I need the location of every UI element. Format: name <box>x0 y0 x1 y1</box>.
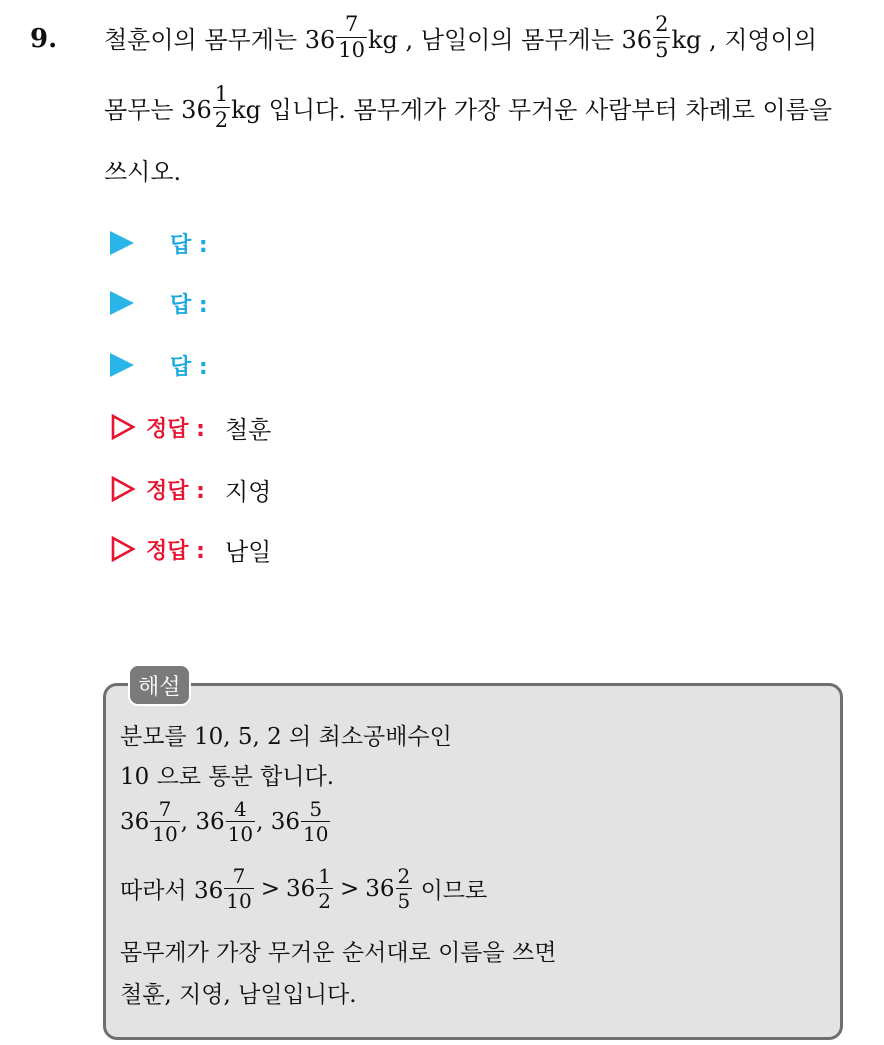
question-text: kg , 지영이의 <box>671 26 817 54</box>
answer-blank-row[interactable] <box>110 226 208 260</box>
correct-answer-value: 철훈 <box>224 415 272 444</box>
explanation-text: 36 <box>285 875 316 902</box>
question-line-1 <box>104 14 817 61</box>
explanation-tab: 해설 <box>128 664 191 706</box>
fraction-numerator: 5 <box>309 797 323 821</box>
question-number: 9. <box>30 24 58 54</box>
fraction <box>336 14 367 61</box>
explanation-text: 따라서 36 <box>120 878 224 904</box>
fraction-numerator: 2 <box>397 864 411 888</box>
correct-answer-value: 지영 <box>224 477 272 506</box>
explanation-line-4 <box>120 866 487 911</box>
explanation-line-3 <box>120 799 331 844</box>
question-line-2 <box>104 84 832 131</box>
fraction-denominator: 10 <box>227 822 254 846</box>
fraction-numerator: 1 <box>318 864 331 888</box>
explanation-line-5: 몸무게가 가장 무거운 순서대로 이름을 쓰면 <box>120 940 557 966</box>
answer-label: 답 : <box>170 292 208 318</box>
answer-blank-row[interactable] <box>110 286 208 320</box>
outline-triangle-icon <box>110 414 136 440</box>
greater-than-sign: > <box>339 875 360 902</box>
fraction-numerator: 7 <box>232 864 246 888</box>
question-text: 몸무는 36 <box>104 96 212 124</box>
fraction-numerator: 7 <box>344 12 359 36</box>
correct-answer-row <box>110 472 271 506</box>
fraction-numerator: 7 <box>158 797 172 821</box>
correct-answer-label: 정답 : <box>146 478 205 504</box>
correct-answer-label: 정답 : <box>146 416 205 442</box>
answer-label: 답 : <box>170 232 208 258</box>
play-triangle-icon <box>110 291 134 315</box>
fraction <box>224 866 253 911</box>
play-triangle-icon <box>110 231 134 255</box>
fraction-denominator: 5 <box>655 38 669 62</box>
question-text: kg 입니다. 몸무게가 가장 무거운 사람부터 차례로 이름을 <box>231 96 833 124</box>
question-line-3 <box>104 152 181 187</box>
greater-than-sign: > <box>260 875 280 902</box>
fraction <box>653 14 670 61</box>
fraction-denominator: 10 <box>338 38 366 62</box>
fraction-denominator: 10 <box>302 822 329 846</box>
fraction-denominator: 5 <box>397 889 411 913</box>
fraction <box>396 866 413 911</box>
fraction-numerator: 1 <box>214 82 229 106</box>
explanation-text: 36 <box>365 875 395 902</box>
fraction-denominator: 2 <box>214 108 229 132</box>
fraction <box>301 799 330 844</box>
question-text: 쓰시오. <box>104 158 182 186</box>
fraction <box>226 799 255 844</box>
play-triangle-icon <box>110 353 134 377</box>
correct-answer-value: 남일 <box>224 537 272 566</box>
fraction-denominator: 10 <box>152 822 178 846</box>
fraction <box>213 84 230 131</box>
fraction <box>150 799 179 844</box>
explanation-text: 이므로 <box>413 878 488 904</box>
correct-answer-label: 정답 : <box>146 538 205 564</box>
answer-label: 답 : <box>170 354 208 380</box>
fraction <box>316 866 333 911</box>
answer-blank-row[interactable] <box>110 348 208 382</box>
question-text: 철훈이의 몸무게는 36 <box>104 26 336 54</box>
correct-answer-row <box>110 532 271 566</box>
explanation-line-6: 철훈, 지영, 남일입니다. <box>120 982 357 1008</box>
fraction-numerator: 4 <box>233 797 247 821</box>
fraction-denominator: 10 <box>226 889 252 913</box>
correct-answer-row <box>110 410 271 444</box>
explanation-text: , 36 <box>256 808 300 835</box>
outline-triangle-icon <box>110 536 136 562</box>
explanation-line-1: 분모를 10, 5, 2 의 최소공배수인 <box>120 724 452 750</box>
explanation-text: , 36 <box>180 808 225 835</box>
outline-triangle-icon <box>110 476 136 502</box>
question-text: kg , 남일이의 몸무게는 36 <box>368 26 653 54</box>
fraction-denominator: 2 <box>318 889 331 913</box>
fraction-numerator: 2 <box>655 12 669 36</box>
explanation-text: 36 <box>120 808 150 835</box>
explanation-line-2: 10 으로 통분 합니다. <box>120 764 335 790</box>
